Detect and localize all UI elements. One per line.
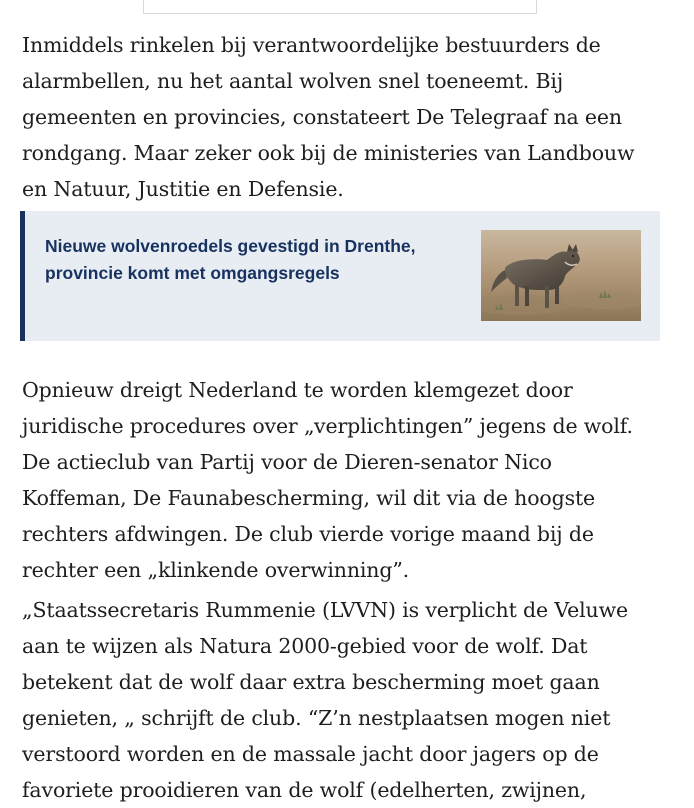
text-line: juridische procedures over „verplichtingen” jegens de wolf. [22,414,633,438]
text-line: rechters afdwingen. De club vierde vorige maand bij de [22,522,594,546]
text-line: aan te wijzen als Natura 2000-gebied voor de wolf. Dat [22,634,588,658]
related-article-title[interactable] [45,233,465,287]
wolf-photo-icon[interactable] [481,230,641,321]
text-line: Inmiddels rinkelen bij verantwoordelijke bestuurders de [22,33,601,57]
text-line: verstoord worden en de massale jacht door jagers op de [22,742,599,766]
text-line: favoriete prooidieren van de wolf (edelherten, zwijnen, [22,778,587,802]
article-paragraph-3 [22,592,682,808]
article-paragraph-1 [22,27,682,207]
embedded-content-box [143,0,537,14]
text-line: genieten, „ schrijft de club. “Z’n nestplaatsen mogen niet [22,706,611,730]
text-line: betekent dat de wolf daar extra bescherming moet gaan [22,670,600,694]
text-line: Opnieuw dreigt Nederland te worden klemgezet door [22,378,573,402]
related-title-line: Nieuwe wolvenroedels gevestigd in Drenthe, [45,236,416,256]
text-line: rondgang. Maar zeker ook bij de ministeries van Landbouw [22,141,635,165]
article-paragraph-2 [22,372,682,588]
text-line: „Staatssecretaris Rummenie (LVVN) is verplicht de Veluwe [22,598,628,622]
text-line: De actieclub van Partij voor de Dieren-senator Nico [22,450,552,474]
text-line: Koffeman, De Faunabescherming, wil dit via de hoogste [22,486,596,510]
text-line: rechter een „klinkende overwinning”. [22,558,410,582]
related-title-line: provincie komt met omgangsregels [45,263,340,283]
related-article-card[interactable] [20,211,660,341]
text-line: gemeenten en provincies, constateert De Telegraaf na een [22,105,622,129]
text-line: alarmbellen, nu het aantal wolven snel toeneemt. Bij [22,69,564,93]
text-line: en Natuur, Justitie en Defensie. [22,177,344,201]
